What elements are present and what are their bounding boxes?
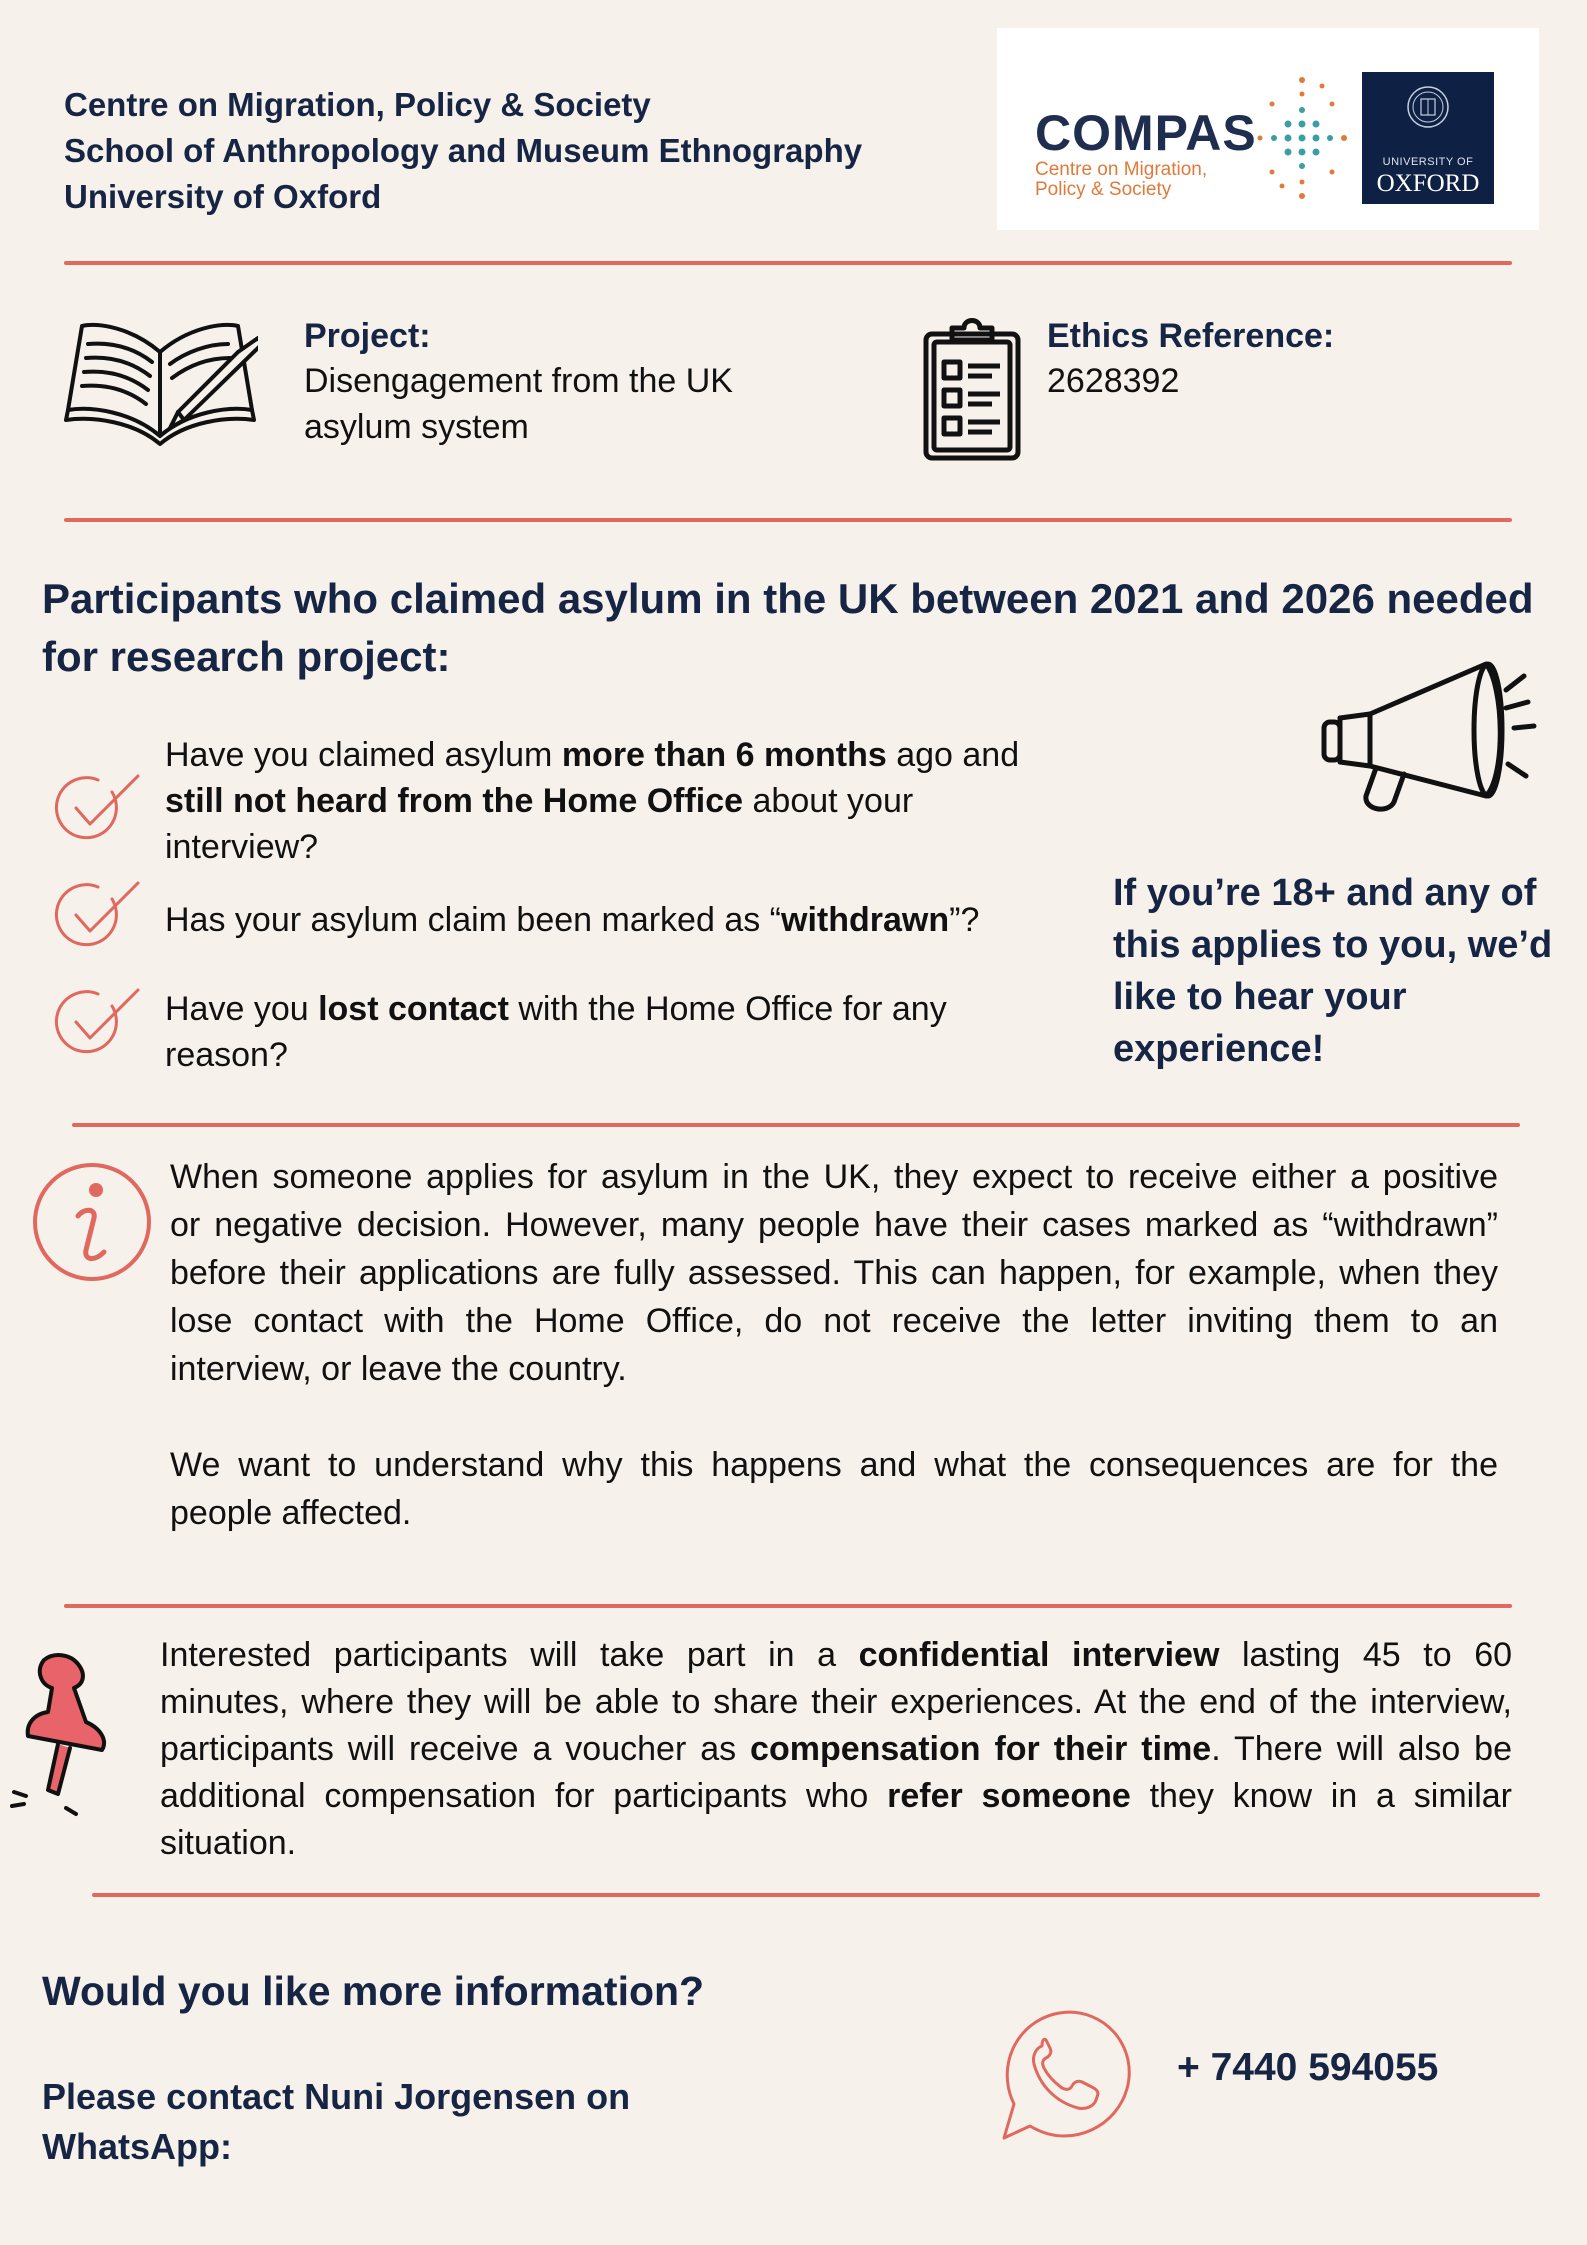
info-line: before their applications are fully assessed. This can happen, for example, when they: [170, 1254, 1498, 1292]
clipboard-checklist-icon: [922, 314, 1022, 462]
criterion-line: [165, 732, 1019, 778]
divider: [64, 1604, 1512, 1608]
emphasis-text: refer someone: [887, 1777, 1131, 1815]
text-span: ago and: [886, 736, 1020, 774]
headline-line: Participants who claimed asylum in the UK between 2021 and 2026 needed: [42, 575, 1534, 622]
text-span: about your: [743, 782, 914, 820]
criterion-line: [165, 986, 947, 1032]
text-span: . There will also be: [1211, 1730, 1513, 1768]
logo-panel: [997, 28, 1539, 230]
checkmark-circle-icon: [54, 984, 144, 1056]
text-span: Have you: [165, 990, 319, 1028]
contact-heading: Would you like more information?: [42, 1968, 705, 2014]
ethics-label: Ethics Reference:: [1047, 317, 1335, 355]
oxford-small-text: UNIVERSITY OF: [1382, 156, 1474, 168]
institution-block: [64, 82, 862, 220]
project-label: Project:: [304, 317, 431, 355]
info-line: We want to understand why this happens and what the consequences are for the: [170, 1446, 1498, 1484]
oxford-logo: [1362, 72, 1494, 204]
contact-text: [42, 2072, 630, 2172]
checkmark-circle-icon: [54, 770, 144, 842]
oxford-name: OXFORD: [1376, 170, 1480, 197]
megaphone-icon: [1318, 656, 1538, 816]
project-value: Disengagement from the UK: [304, 362, 733, 400]
ethics-block: [1047, 314, 1334, 404]
compas-wordmark: COMPAS: [1035, 105, 1257, 161]
compas-dots-icon: [1252, 68, 1352, 203]
whatsapp-icon[interactable]: [986, 2000, 1136, 2150]
compas-logo: [1035, 105, 1257, 200]
info-line: people affected.: [170, 1494, 412, 1532]
contact-line: WhatsApp:: [42, 2126, 232, 2167]
criterion-line: [165, 824, 1019, 870]
divider: [64, 518, 1512, 522]
divider: [64, 261, 1512, 265]
project-value: asylum system: [304, 408, 529, 446]
text-span: Has your asylum claim been marked as “: [165, 901, 782, 939]
callout-text: [1113, 867, 1552, 1075]
info-line: When someone applies for asylum in the UK, they expect to receive either a positive: [170, 1158, 1498, 1196]
interview-line: [160, 1679, 1512, 1726]
institution-line: School of Anthropology and Museum Ethnography: [64, 132, 863, 169]
oxford-crest-icon: [1406, 80, 1450, 134]
checkmark-circle-icon: [54, 877, 144, 949]
emphasis-text: withdrawn: [781, 901, 950, 939]
divider: [92, 1893, 1540, 1897]
info-paragraph: [170, 1153, 1498, 1537]
pushpin-icon: [4, 1650, 124, 1820]
text-span: they know in a similar: [1130, 1777, 1512, 1815]
interview-line: [160, 1726, 1512, 1773]
callout-line: If you’re 18+ and any of: [1113, 872, 1537, 914]
criterion-line: [165, 778, 1019, 824]
interview-line: [160, 1820, 1512, 1867]
emphasis-text: confidential interview: [858, 1636, 1220, 1674]
emphasis-text: more than 6 months: [561, 736, 887, 774]
criterion-line: [165, 1032, 947, 1078]
text-span: Have you claimed asylum: [165, 736, 562, 774]
institution-line: University of Oxford: [64, 178, 382, 215]
info-line: interview, or leave the country.: [170, 1350, 627, 1388]
text-span: interview?: [165, 828, 319, 866]
interview-paragraph: [160, 1632, 1512, 1867]
text-span: minutes, where they will be able to share their experiences. At the end of the interview,: [160, 1683, 1512, 1721]
callout-line: this applies to you, we’d: [1113, 924, 1553, 966]
ethics-value: 2628392: [1047, 362, 1180, 400]
project-block: [304, 314, 733, 450]
text-span: ”?: [949, 901, 980, 939]
text-span: reason?: [165, 1036, 288, 1074]
text-span: additional compensation for participants who: [160, 1777, 888, 1815]
info-line: or negative decision. However, many people have their cases marked as “withdrawn”: [170, 1206, 1498, 1244]
criterion-2: [165, 897, 979, 943]
compas-subtitle: Centre on Migration,: [1035, 159, 1208, 180]
info-line: lose contact with the Home Office, do not receive the letter inviting them to an: [170, 1302, 1498, 1340]
text-span: situation.: [160, 1824, 297, 1862]
headline: [42, 570, 1534, 686]
criterion-line: [165, 897, 979, 943]
text-span: Interested participants will take part in a: [160, 1636, 859, 1674]
callout-line: experience!: [1113, 1028, 1325, 1070]
emphasis-text: lost contact: [318, 990, 509, 1028]
callout-line: like to hear your: [1113, 976, 1407, 1018]
criterion-3: [165, 986, 947, 1078]
interview-line: [160, 1632, 1512, 1679]
emphasis-text: still not heard from the Home Office: [165, 782, 744, 820]
info-icon: [30, 1160, 154, 1284]
open-book-pencil-icon: [62, 312, 258, 446]
contact-line: Please contact Nuni Jorgensen on: [42, 2076, 631, 2117]
text-span: participants will receive a voucher as: [160, 1730, 751, 1768]
text-span: with the Home Office for any: [508, 990, 947, 1028]
interview-line: [160, 1773, 1512, 1820]
criterion-1: [165, 732, 1019, 870]
phone-number[interactable]: + 7440 594055: [1177, 2046, 1439, 2089]
emphasis-text: compensation for their time: [750, 1730, 1212, 1768]
compas-subtitle: Policy & Society: [1035, 179, 1172, 200]
headline-line: for research project:: [42, 633, 451, 680]
institution-line: Centre on Migration, Policy & Society: [64, 86, 651, 123]
divider: [72, 1123, 1520, 1127]
text-span: lasting 45 to 60: [1219, 1636, 1513, 1674]
